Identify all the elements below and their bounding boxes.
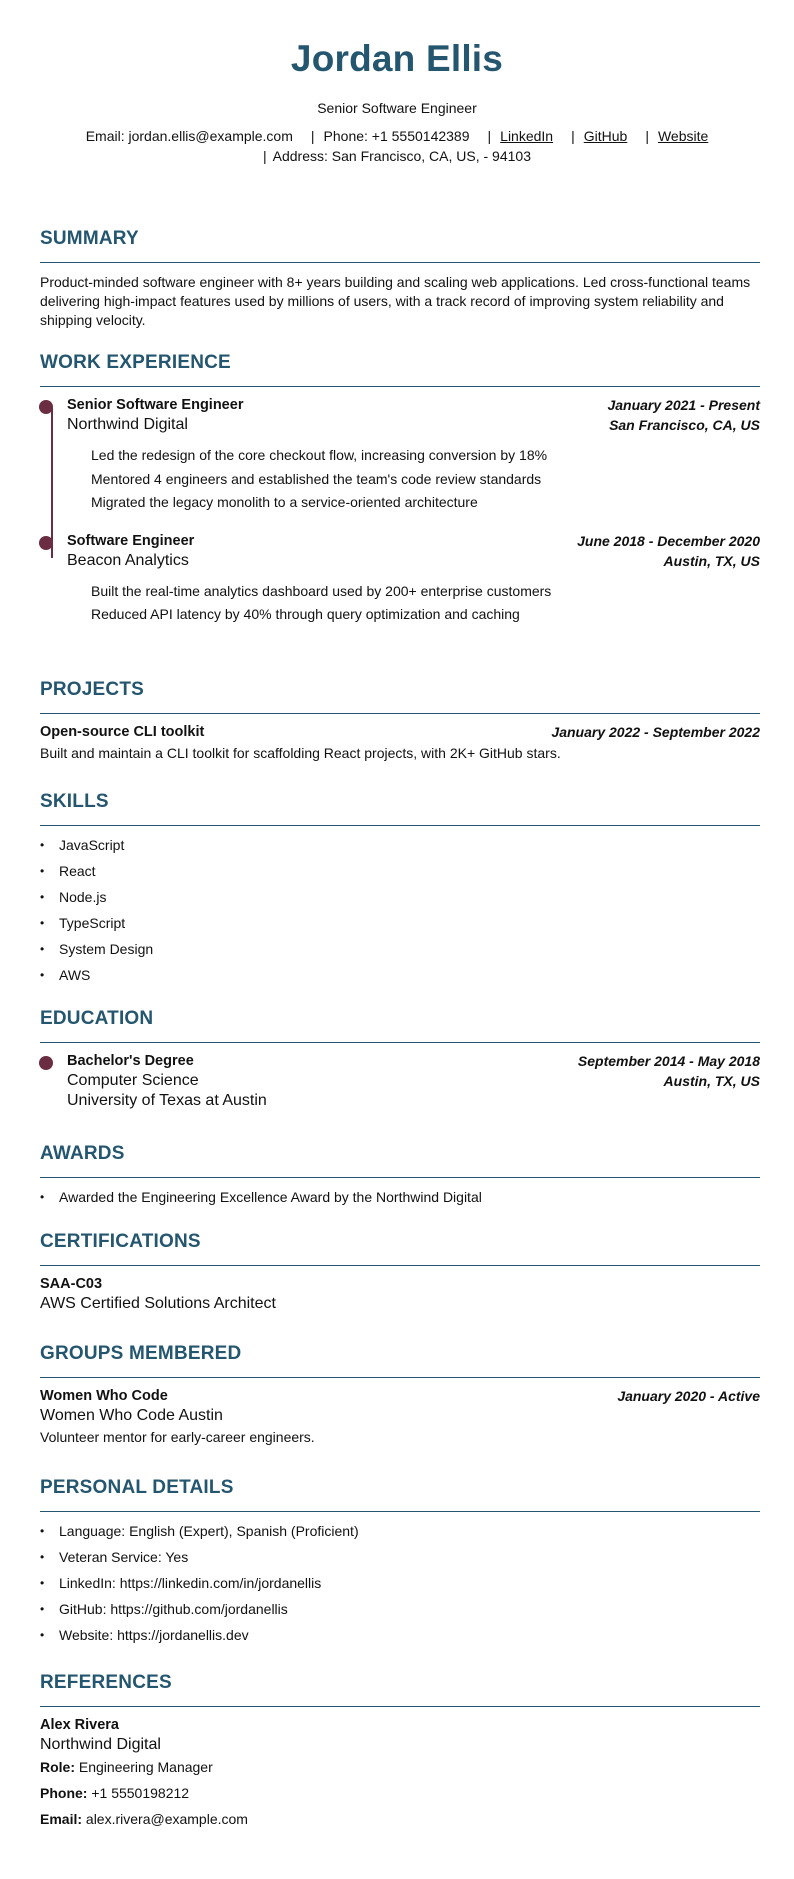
section-heading: GROUPS MEMBERED [40, 1343, 760, 1378]
list-item: • JavaScript [40, 832, 760, 858]
contact-separator: | [487, 128, 492, 144]
github-link[interactable]: GitHub [583, 128, 628, 144]
list-item: Reduced API latency by 40% through query optimization and caching [91, 606, 520, 622]
job-location: Austin, TX, US [663, 552, 760, 569]
certifications-section [40, 1231, 760, 1313]
reference-phone-value: +1 5550198212 [91, 1785, 190, 1801]
candidate-name: Jordan Ellis [290, 38, 504, 79]
experience-section [40, 352, 760, 627]
candidate-title: Senior Software Engineer [317, 100, 477, 116]
reference-role [40, 1754, 760, 1780]
timeline-dot [39, 400, 53, 414]
group-dates: January 2020 - Active [617, 1388, 760, 1404]
reference-entry [40, 1717, 760, 1832]
reference-email-value: alex.rivera@example.com [85, 1811, 248, 1827]
group-name: Women Who Code [40, 1388, 168, 1404]
education-location: Austin, TX, US [663, 1073, 760, 1089]
experience-entry [40, 533, 760, 627]
job-dates: June 2018 - December 2020 [577, 532, 760, 549]
contact-info [0, 126, 794, 166]
timeline-dot [39, 1056, 53, 1070]
list-item: • Language: English (Expert), Spanish (Proficient) [40, 1518, 760, 1544]
list-item: • Website: https://jordanellis.dev [40, 1622, 760, 1648]
job-location: San Francisco, CA, US [609, 417, 760, 433]
section-heading: PROJECTS [40, 679, 760, 714]
section-heading: REFERENCES [40, 1672, 760, 1707]
section-heading: EDUCATION [40, 1008, 760, 1043]
contact-address: Address: San Francisco, CA, US, - 94103 [272, 148, 531, 164]
reference-email [40, 1806, 760, 1832]
education-section [40, 1008, 760, 1110]
timeline-dot [39, 536, 53, 550]
project-name: Open-source CLI toolkit [40, 724, 205, 740]
job-role: Software Engineer [67, 532, 195, 549]
list-item: • React [40, 858, 760, 884]
job-role: Senior Software Engineer [67, 397, 244, 413]
project-dates: January 2022 - September 2022 [551, 724, 760, 740]
section-heading: WORK EXPERIENCE [40, 352, 760, 387]
contact-separator: | [645, 128, 649, 144]
list-item: • Veteran Service: Yes [40, 1544, 760, 1570]
references-section [40, 1672, 760, 1832]
reference-phone-label: Phone: [40, 1785, 88, 1801]
list-item: Led the redesign of the core checkout flow, increasing conversion by 18% [91, 447, 548, 463]
groups-section [40, 1343, 760, 1447]
skills-section [40, 791, 760, 988]
personal-details-list [40, 1518, 760, 1648]
group-description: Volunteer mentor for early-career engineers. [40, 1429, 315, 1445]
job-dates: January 2021 - Present [607, 397, 760, 413]
section-heading: PERSONAL DETAILS [40, 1477, 760, 1512]
section-heading: CERTIFICATIONS [40, 1231, 760, 1266]
list-item: Built the real-time analytics dashboard used by 200+ enterprise customers [91, 582, 552, 599]
certification-name: AWS Certified Solutions Architect [40, 1295, 276, 1312]
school-name: University of Texas at Austin [67, 1092, 267, 1109]
contact-address-line [0, 146, 794, 166]
list-item: • System Design [40, 936, 760, 962]
summary-text: Product-minded software engineer with 8+ years building and scaling web applications. Led cross-functional teams delivering high-impact features used by millions of users, with a track record of improving system reliability and shipping velocity. [40, 274, 751, 328]
skills-list [40, 832, 760, 988]
list-item: Mentored 4 engineers and established the team's code review standards [91, 470, 542, 487]
job-tasks [91, 444, 760, 515]
awards-section [40, 1143, 760, 1210]
contact-email: Email: jordan.ellis@example.com [85, 128, 293, 144]
projects-section [40, 679, 760, 763]
section-heading: SUMMARY [40, 228, 760, 263]
personal-details-section [40, 1477, 760, 1648]
reference-role-value: Engineering Manager [78, 1759, 213, 1775]
reference-email-label: Email: [40, 1811, 83, 1827]
list-item: • GitHub: https://github.com/jordanellis [40, 1596, 760, 1622]
degree: Bachelor's Degree [67, 1053, 194, 1069]
job-tasks [91, 580, 760, 627]
reference-phone [40, 1780, 760, 1806]
list-item: • AWS [40, 962, 760, 988]
list-item: • Awarded the Engineering Excellence Award by the Northwind Digital [40, 1184, 760, 1210]
certification-entry [40, 1276, 760, 1313]
project-description: Built and maintain a CLI toolkit for scaffolding React projects, with 2K+ GitHub stars. [40, 745, 561, 761]
contact-phone: Phone: +1 5550142389 [323, 128, 470, 144]
contact-separator: | [263, 148, 267, 164]
experience-entry [40, 397, 760, 515]
education-dates: September 2014 - May 2018 [577, 1053, 760, 1069]
section-heading: SKILLS [40, 791, 760, 826]
list-item: • LinkedIn: https://linkedin.com/in/jordanellis [40, 1570, 760, 1596]
reference-name: Alex Rivera [40, 1717, 119, 1733]
contact-separator: | [571, 128, 575, 144]
contact-separator: | [310, 128, 315, 144]
reference-company: Northwind Digital [40, 1736, 161, 1753]
project-entry [40, 724, 760, 763]
list-item: • Node.js [40, 884, 760, 910]
education-entry [40, 1053, 760, 1110]
summary-section [40, 228, 760, 330]
linkedin-link[interactable]: LinkedIn [500, 128, 554, 144]
reference-role-label: Role: [40, 1759, 75, 1775]
website-link[interactable]: Website [657, 128, 709, 144]
certification-code: SAA-C03 [40, 1276, 103, 1292]
group-chapter: Women Who Code Austin [40, 1407, 223, 1424]
list-item: • TypeScript [40, 910, 760, 936]
awards-list [40, 1184, 760, 1210]
section-heading: AWARDS [40, 1143, 760, 1178]
job-company: Beacon Analytics [67, 551, 189, 569]
group-entry [40, 1388, 760, 1447]
job-company: Northwind Digital [67, 416, 188, 433]
list-item: Migrated the legacy monolith to a service-oriented architecture [91, 494, 478, 510]
field-of-study: Computer Science [67, 1072, 199, 1089]
